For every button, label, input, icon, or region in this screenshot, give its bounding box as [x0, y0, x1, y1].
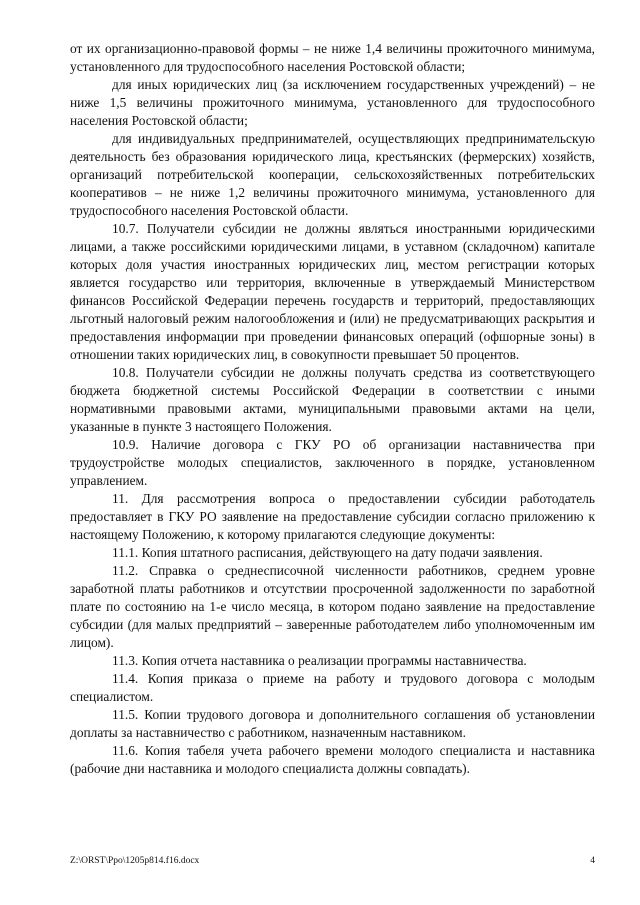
paragraph-11-2: 11.2. Справка о среднесписочной численности работников, среднем уровне заработной платы работников и отсутствии просроченной задолженности по заработной плате по состоянию на 1-е число месяца, в котором подано заявление на предоставление субсидии (для малых предприятий – заверенные работодателем либо уполномоченным им лицом). — [70, 563, 595, 650]
paragraph-11-1: 11.1. Копия штатного расписания, действующего на дату подачи заявления. — [112, 545, 543, 560]
paragraph-other-legal-entities: для иных юридических лиц (за исключением государственных учреждений) – не ниже 1,5 величины прожиточного минимума, установленного для трудоспособного населения Ростовской области; — [70, 77, 595, 128]
paragraph-11-6: 11.6. Копия табеля учета рабочего времени молодого специалиста и наставника (рабочие дни наставника и молодого специалиста должны совпадать). — [70, 743, 595, 776]
paragraph-10-9: 10.9. Наличие договора с ГКУ РО об организации наставничества при трудоустройстве молодых специалистов, заключенного в порядке, установленном управлением. — [70, 437, 595, 488]
file-path: Z:\ORST\Ppo\1205p814.f16.docx — [70, 856, 200, 866]
paragraph-individual-entrepreneurs: для индивидуальных предпринимателей, осуществляющих предпринимательскую деятельность без образования юридического лица, крестьянских (фермерских) хозяйств, организаций потребительской кооперации, сельскохозяйственных потребительских кооперативов – не ниже 1,2 величины прожиточного минимума, установленного для трудоспособного населения Ростовской области. — [70, 131, 595, 218]
paragraph-11-5: 11.5. Копии трудового договора и дополнительного соглашения об установлении доплаты за наставничество с работником, назначенным наставником. — [70, 707, 595, 740]
paragraph-10-7: 10.7. Получатели субсидии не должны являться иностранными юридическими лицами, а также российскими юридическими лицами, в уставном (складочном) капитале которых доля участия иностранных юридических лиц, местом регистрации которых является государство или территория, включенные в утверждаемый Министерством финансов Российской Федерации перечень государств и территорий, предоставляющих льготный налоговый режим налогообложения и (или) не предусматривающих раскрытия и предоставления информации при проведении финансовых операций (офшорные зоны) в отношении таких юридических лиц, в совокупности превышает 50 процентов. — [70, 221, 595, 362]
page-number: 4 — [590, 856, 595, 866]
paragraph-continuation: от их организационно-правовой формы – не ниже 1,4 величины прожиточного минимума, установленного для трудоспособного населения Ростовской области; — [70, 41, 595, 74]
document-body — [70, 40, 595, 778]
paragraph-10-8: 10.8. Получатели субсидии не должны получать средства из соответствующего бюджета бюджетной системы Российской Федерации в соответствии с иными нормативными правовыми актами, муниципальными правовыми актами на цели, указанные в пункте 3 настоящего Положения. — [70, 365, 595, 434]
paragraph-11-4: 11.4. Копия приказа о приеме на работу и трудового договора с молодым специалистом. — [70, 671, 595, 704]
page-footer — [70, 856, 595, 870]
paragraph-11-3: 11.3. Копия отчета наставника о реализации программы наставничества. — [112, 653, 527, 668]
paragraph-11: 11. Для рассмотрения вопроса о предоставлении субсидии работодатель предоставляет в ГКУ РО заявление на предоставление субсидии согласно приложению к настоящему Положению, к которому прилагаются следующие документы: — [70, 491, 595, 542]
